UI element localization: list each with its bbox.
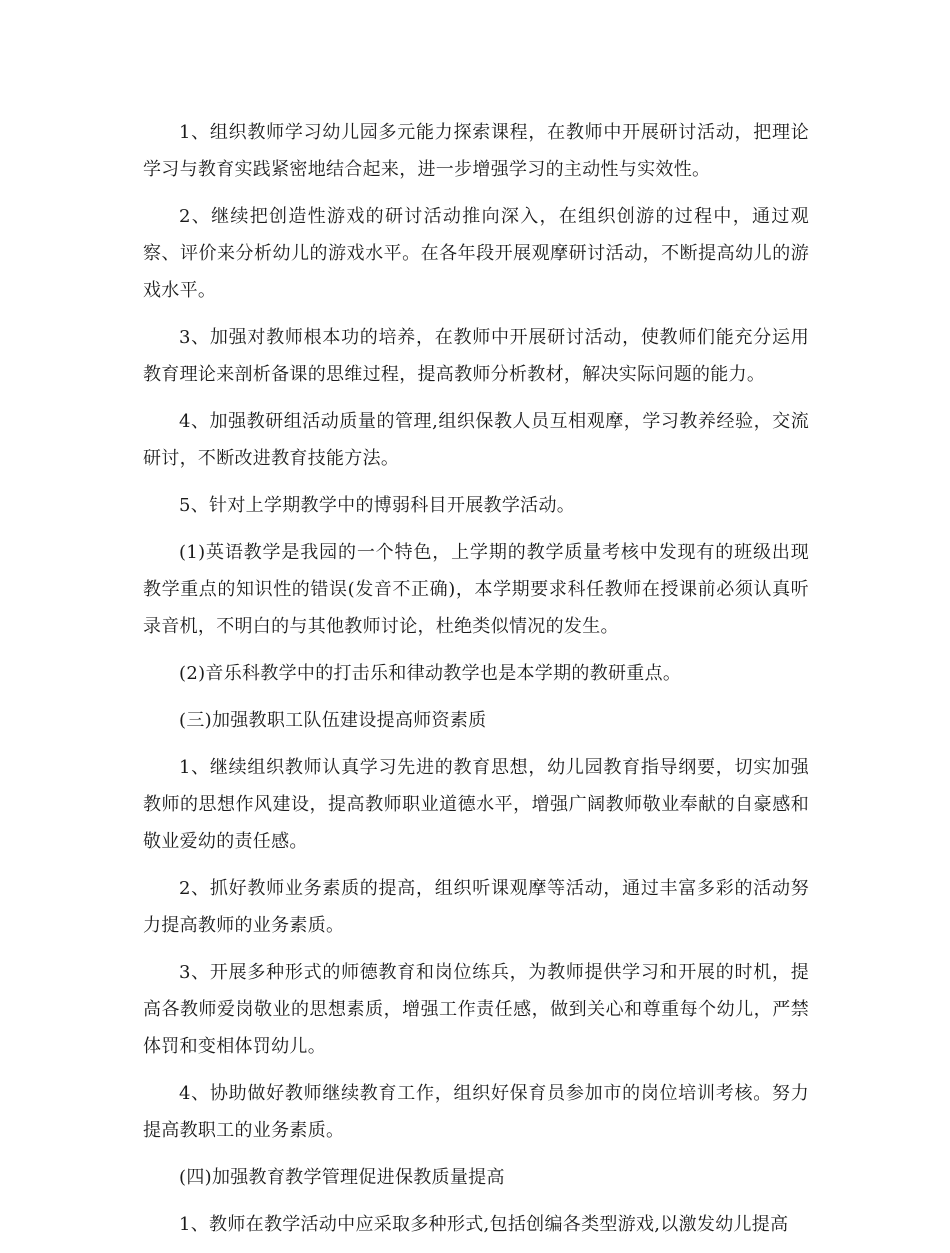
paragraph-9: 1、继续组织教师认真学习先进的教育思想，幼儿园教育指导纲要，切实加强教师的思想作风建设，提高教师职业道德水平，增强广阔教师敬业奉献的自豪感和敬业爱幼的责任感。	[143, 757, 809, 852]
paragraph-4: 4、加强教研组活动质量的管理,组织保教人员互相观摩，学习教养经验，交流研讨，不断改进教育技能方法。	[143, 411, 809, 469]
paragraph-1: 1、组织教师学习幼儿园多元能力探索课程，在教师中开展研讨活动，把理论学习与教育实践紧密地结合起来，进一步增强学习的主动性与实效性。	[143, 122, 809, 180]
section-heading-3: (三)加强教职工队伍建设提高师资素质	[179, 710, 487, 731]
paragraph-3: 3、加强对教师根本功的培养，在教师中开展研讨活动，使教师们能充分运用教育理论来剖析备课的思维过程，提高教师分析教材，解决实际问题的能力。	[143, 327, 809, 385]
section-heading-4: (四)加强教育教学管理促进保教质量提高	[179, 1167, 505, 1188]
paragraph-6: (1)英语教学是我园的一个特色，上学期的教学质量考核中发现有的班级出现教学重点的知识性的错误(发音不正确)，本学期要求科任教师在授课前必须认真听录音机，不明白的与其他教师讨论，杜绝类似情况的发生。	[143, 542, 809, 637]
paragraph-12: 4、协助做好教师继续教育工作，组织好保育员参加市的岗位培训考核。努力提高教职工的业务素质。	[143, 1083, 809, 1141]
paragraph-7: (2)音乐科教学中的打击乐和律动教学也是本学期的教研重点。	[179, 663, 682, 684]
paragraph-5: 5、针对上学期教学中的博弱科目开展教学活动。	[179, 495, 576, 516]
paragraph-10: 2、抓好教师业务素质的提高，组织听课观摩等活动，通过丰富多彩的活动努力提高教师的业务素质。	[143, 878, 809, 936]
document-body	[143, 114, 809, 1253]
paragraph-2: 2、继续把创造性游戏的研讨活动推向深入，在组织创游的过程中，通过观察、评价来分析幼儿的游戏水平。在各年段开展观摩研讨活动，不断提高幼儿的游戏水平。	[143, 206, 809, 301]
paragraph-14: 1、教师在教学活动中应采取多种形式,包括创编各类型游戏,以激发幼儿提高	[179, 1214, 789, 1235]
paragraph-11: 3、开展多种形式的师德教育和岗位练兵，为教师提供学习和开展的时机，提高各教师爱岗敬业的思想素质，增强工作责任感，做到关心和尊重每个幼儿，严禁体罚和变相体罚幼儿。	[143, 962, 809, 1057]
